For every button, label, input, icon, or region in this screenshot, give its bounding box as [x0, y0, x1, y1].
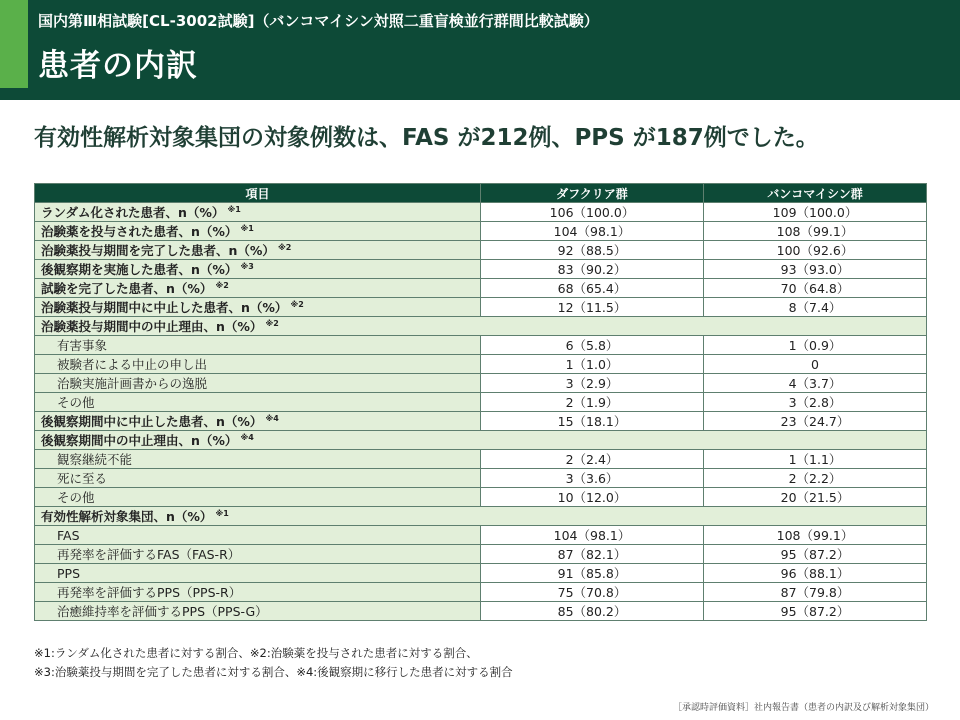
row-label: 後観察期間中に中止した患者、n（%） [41, 414, 263, 429]
row-label: 死に至る [57, 471, 108, 486]
dafclear-value: 12（11.5） [481, 298, 704, 317]
row-label-cell [35, 545, 481, 564]
footnote-marker: ※2 [215, 280, 229, 290]
row-label: 治験薬投与期間中に中止した患者、n（%） [41, 300, 288, 315]
footnotes [34, 644, 513, 682]
row-label: 被験者による中止の申し出 [57, 357, 208, 372]
footnote-marker: ※1 [215, 508, 229, 518]
vancomycin-value: 87（79.8） [704, 583, 927, 602]
dafclear-value: 87（82.1） [481, 545, 704, 564]
source-citation: ［承認時評価資料］社内報告書（患者の内訳及び解析対象集団） [672, 703, 934, 713]
dafclear-value: 1（1.0） [481, 355, 704, 374]
footnote-marker: ※4 [265, 413, 279, 423]
row-label-cell [35, 317, 927, 336]
vancomycin-value: 1（1.1） [704, 450, 927, 469]
vancomycin-value: 1（0.9） [704, 336, 927, 355]
patient-disposition-table [34, 183, 927, 621]
row-label-cell [35, 355, 481, 374]
row-label-cell [35, 336, 481, 355]
dafclear-value: 104（98.1） [481, 526, 704, 545]
dafclear-value: 10（12.0） [481, 488, 704, 507]
table-row [35, 298, 927, 317]
table-row [35, 260, 927, 279]
dafclear-value: 3（2.9） [481, 374, 704, 393]
table-row [35, 412, 927, 431]
row-label-cell [35, 203, 481, 222]
footnote-marker: ※1 [240, 223, 254, 233]
row-label-cell [35, 393, 481, 412]
vancomycin-value: 4（3.7） [704, 374, 927, 393]
column-header-vancomycin: バンコマイシン群 [704, 184, 927, 203]
vancomycin-value: 95（87.2） [704, 545, 927, 564]
vancomycin-value: 109（100.0） [704, 203, 927, 222]
vancomycin-value: 23（24.7） [704, 412, 927, 431]
footnote-marker: ※4 [240, 432, 254, 442]
row-label: ランダム化された患者、n（%） [41, 205, 225, 220]
row-label: 試験を完了した患者、n（%） [41, 281, 213, 296]
vancomycin-value: 3（2.8） [704, 393, 927, 412]
row-label-cell [35, 507, 927, 526]
row-label: その他 [57, 490, 95, 505]
row-label-cell [35, 298, 481, 317]
row-label: 後観察期間中の中止理由、n（%） [41, 433, 238, 448]
row-label-cell [35, 431, 927, 450]
row-label-cell [35, 412, 481, 431]
table-row [35, 241, 927, 260]
slide-header [0, 0, 960, 100]
footnote-marker: ※3 [240, 261, 254, 271]
row-label-cell [35, 583, 481, 602]
table-section-row [35, 317, 927, 336]
table-row [35, 355, 927, 374]
column-header-item: 項目 [35, 184, 481, 203]
row-label: 治癒維持率を評価するPPS（PPS-G） [57, 604, 268, 619]
vancomycin-value: 2（2.2） [704, 469, 927, 488]
table-row [35, 279, 927, 298]
dafclear-value: 75（70.8） [481, 583, 704, 602]
table-row [35, 583, 927, 602]
table-row [35, 488, 927, 507]
table-section-row [35, 431, 927, 450]
dafclear-value: 91（85.8） [481, 564, 704, 583]
dafclear-value: 92（88.5） [481, 241, 704, 260]
row-label: 後観察期を実施した患者、n（%） [41, 262, 238, 277]
vancomycin-value: 20（21.5） [704, 488, 927, 507]
vancomycin-value: 100（92.6） [704, 241, 927, 260]
table-row [35, 545, 927, 564]
row-label-cell [35, 526, 481, 545]
vancomycin-value: 96（88.1） [704, 564, 927, 583]
row-label-cell [35, 450, 481, 469]
row-label: 治験薬投与期間を完了した患者、n（%） [41, 243, 275, 258]
table-row [35, 526, 927, 545]
table-row [35, 203, 927, 222]
headline-summary: 有効性解析対象集団の対象例数は、FAS が212例、PPS が187例でした。 [34, 125, 819, 151]
page-title: 患者の内訳 [38, 48, 198, 84]
table-row [35, 336, 927, 355]
vancomycin-value: 108（99.1） [704, 526, 927, 545]
table-body [35, 203, 927, 621]
table-row [35, 564, 927, 583]
header-subtitle: 国内第Ⅲ相試験[CL-3002試験]（バンコマイシン対照二重盲検並行群間比較試験） [38, 12, 599, 30]
column-header-dafclear: ダフクリア群 [481, 184, 704, 203]
table-row [35, 450, 927, 469]
dafclear-value: 15（18.1） [481, 412, 704, 431]
row-label-cell [35, 241, 481, 260]
footnote-marker: ※2 [265, 318, 279, 328]
row-label-cell [35, 279, 481, 298]
dafclear-value: 6（5.8） [481, 336, 704, 355]
row-label: 治験実施計画書からの逸脱 [57, 376, 208, 391]
footnote-line: ※3:治験薬投与期間を完了した患者に対する割合、※4:後観察期に移行した患者に対する割合 [34, 665, 513, 679]
row-label: 再発率を評価するPPS（PPS-R） [57, 585, 242, 600]
footnote-marker: ※2 [277, 242, 292, 252]
table-header-row [35, 184, 927, 203]
row-label-cell [35, 602, 481, 621]
table-section-row [35, 507, 927, 526]
dafclear-value: 3（3.6） [481, 469, 704, 488]
header-accent-bar [0, 0, 28, 88]
table-row [35, 393, 927, 412]
row-label-cell [35, 469, 481, 488]
row-label-cell [35, 260, 481, 279]
table-row [35, 469, 927, 488]
dafclear-value: 68（65.4） [481, 279, 704, 298]
table-row [35, 222, 927, 241]
dafclear-value: 2（2.4） [481, 450, 704, 469]
row-label-cell [35, 222, 481, 241]
row-label: その他 [57, 395, 95, 410]
row-label: 治験薬を投与された患者、n（%） [41, 224, 238, 239]
row-label: 観察継続不能 [57, 452, 133, 467]
dafclear-value: 85（80.2） [481, 602, 704, 621]
dafclear-value: 83（90.2） [481, 260, 704, 279]
row-label-cell [35, 564, 481, 583]
vancomycin-value: 8（7.4） [704, 298, 927, 317]
dafclear-value: 2（1.9） [481, 393, 704, 412]
row-label: PPS [57, 565, 81, 581]
vancomycin-value: 93（93.0） [704, 260, 927, 279]
row-label: FAS [57, 527, 80, 543]
table-row [35, 602, 927, 621]
row-label-cell [35, 374, 481, 393]
vancomycin-value: 70（64.8） [704, 279, 927, 298]
row-label: 再発率を評価するFAS（FAS-R） [57, 547, 241, 562]
vancomycin-value: 108（99.1） [704, 222, 927, 241]
row-label: 有害事象 [57, 338, 108, 353]
dafclear-value: 104（98.1） [481, 222, 704, 241]
table-row [35, 374, 927, 393]
row-label: 治験薬投与期間中の中止理由、n（%） [41, 319, 263, 334]
vancomycin-value: 0 [704, 355, 927, 374]
footnote-line: ※1:ランダム化された患者に対する割合、※2:治験薬を投与された患者に対する割合、 [34, 646, 478, 660]
footnote-marker: ※1 [227, 204, 241, 214]
row-label-cell [35, 488, 481, 507]
dafclear-value: 106（100.0） [481, 203, 704, 222]
footnote-marker: ※2 [290, 299, 304, 309]
vancomycin-value: 95（87.2） [704, 602, 927, 621]
row-label: 有効性解析対象集団、n（%） [41, 509, 213, 524]
